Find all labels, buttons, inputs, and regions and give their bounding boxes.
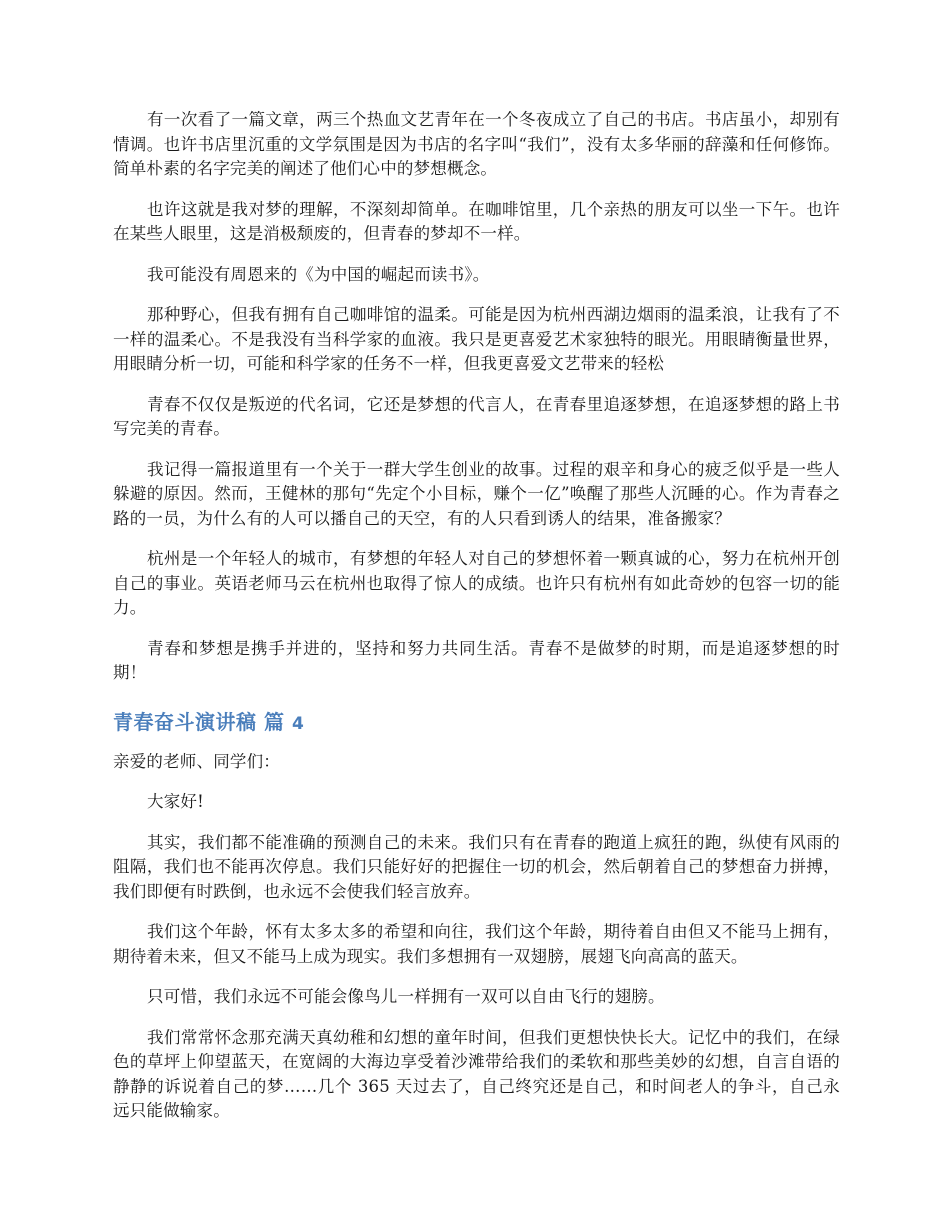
paragraph: 我可能没有周恩来的《为中国的崛起而读书》。 (147, 264, 490, 284)
paragraph: 我们常常怀念那充满天真幼稚和幻想的童年时间，但我们更想快快长大。记忆中的我们，在绿色的草坪上仰望蓝天，在宽阔的大海边享受着沙滩带给我们的柔软和那些美妙的幻想，自言自语的静静的诉说着自己的梦……几个 365 天过去了，自己终究还是自己，和时间老人的争斗，自己永远只能做输家。 (113, 1027, 840, 1120)
paragraph: 只可惜，我们永远不可能会像鸟儿一样拥有一双可以自由飞行的翅膀。 (147, 987, 665, 1006)
section-heading-number: 4 (291, 713, 305, 734)
paragraph: 大家好! (147, 792, 204, 811)
paragraph: 青春和梦想是携手并进的，坚持和努力共同生活。青春不是做梦的时期，而是追逐梦想的时期！ (113, 638, 840, 682)
paragraph: 青春不仅仅是叛逆的代名词，它还是梦想的代言人，在青春里追逐梦想，在追逐梦想的路上书写完美的青春。 (113, 394, 840, 438)
paragraph: 有一次看了一篇文章，两三个热血文艺青年在一个冬夜成立了自己的书店。书店虽小，却别有情调。也许书店里沉重的文学氛围是因为书店的名字叫“我们”，没有太多华丽的辞藻和任何修饰。简单朴素的名字完美的阐述了他们心中的梦想概念。 (113, 110, 840, 178)
document-page (113, 108, 840, 1140)
salutation: 亲爱的老师、同学们： (113, 751, 280, 771)
paragraph: 我们这个年龄，怀有太多太多的希望和向往，我们这个年龄，期待着自由但又不能马上拥有，期待着未来，但又不能马上成为现实。我们多想拥有一双翅膀，展翅飞向高高的蓝天。 (113, 922, 840, 966)
paragraph: 我记得一篇报道里有一个关于一群大学生创业的故事。过程的艰辛和身心的疲乏似乎是一些人躲避的原因。然而，王健林的那句“先定个小目标，赚个一亿”唤醒了那些人沉睡的心。作为青春之路的一员，为什么有的人可以播自己的天空，有的人只看到诱人的结果，准备搬家？ (113, 459, 840, 528)
paragraph: 其实，我们都不能准确的预测自己的未来。我们只有在青春的跑道上疯狂的跑，纵使有风雨的阻隔，我们也不能再次停息。我们只能好好的把握住一切的机会，然后朝着自己的梦想奋力拼搏，我们即便有时跌倒，也永远不会使我们轻言放弃。 (113, 832, 840, 901)
section-heading-title: 青春奋斗演讲稿 篇 (113, 709, 285, 734)
paragraph: 那种野心，但我有拥有自己咖啡馆的温柔。可能是因为杭州西湖边烟雨的温柔浪，让我有了不一样的温柔心。不是我没有当科学家的血液。我只是更喜爱艺术家独特的眼光。用眼睛衡量世界，用眼睛分析一切，可能和科学家的任务不一样，但我更喜爱文艺带来的轻松 (113, 305, 840, 373)
section-heading (113, 708, 840, 738)
paragraph: 杭州是一个年轻人的城市，有梦想的年轻人对自己的梦想怀着一颗真诚的心，努力在杭州开创自己的事业。英语老师马云在杭州也取得了惊人的成绩。也许只有杭州有如此奇妙的包容一切的能力。 (113, 549, 840, 617)
paragraph: 也许这就是我对梦的理解，不深刻却简单。在咖啡馆里，几个亲热的朋友可以坐一下午。也许在某些人眼里，这是消极颓废的，但青春的梦却不一样。 (113, 199, 840, 243)
